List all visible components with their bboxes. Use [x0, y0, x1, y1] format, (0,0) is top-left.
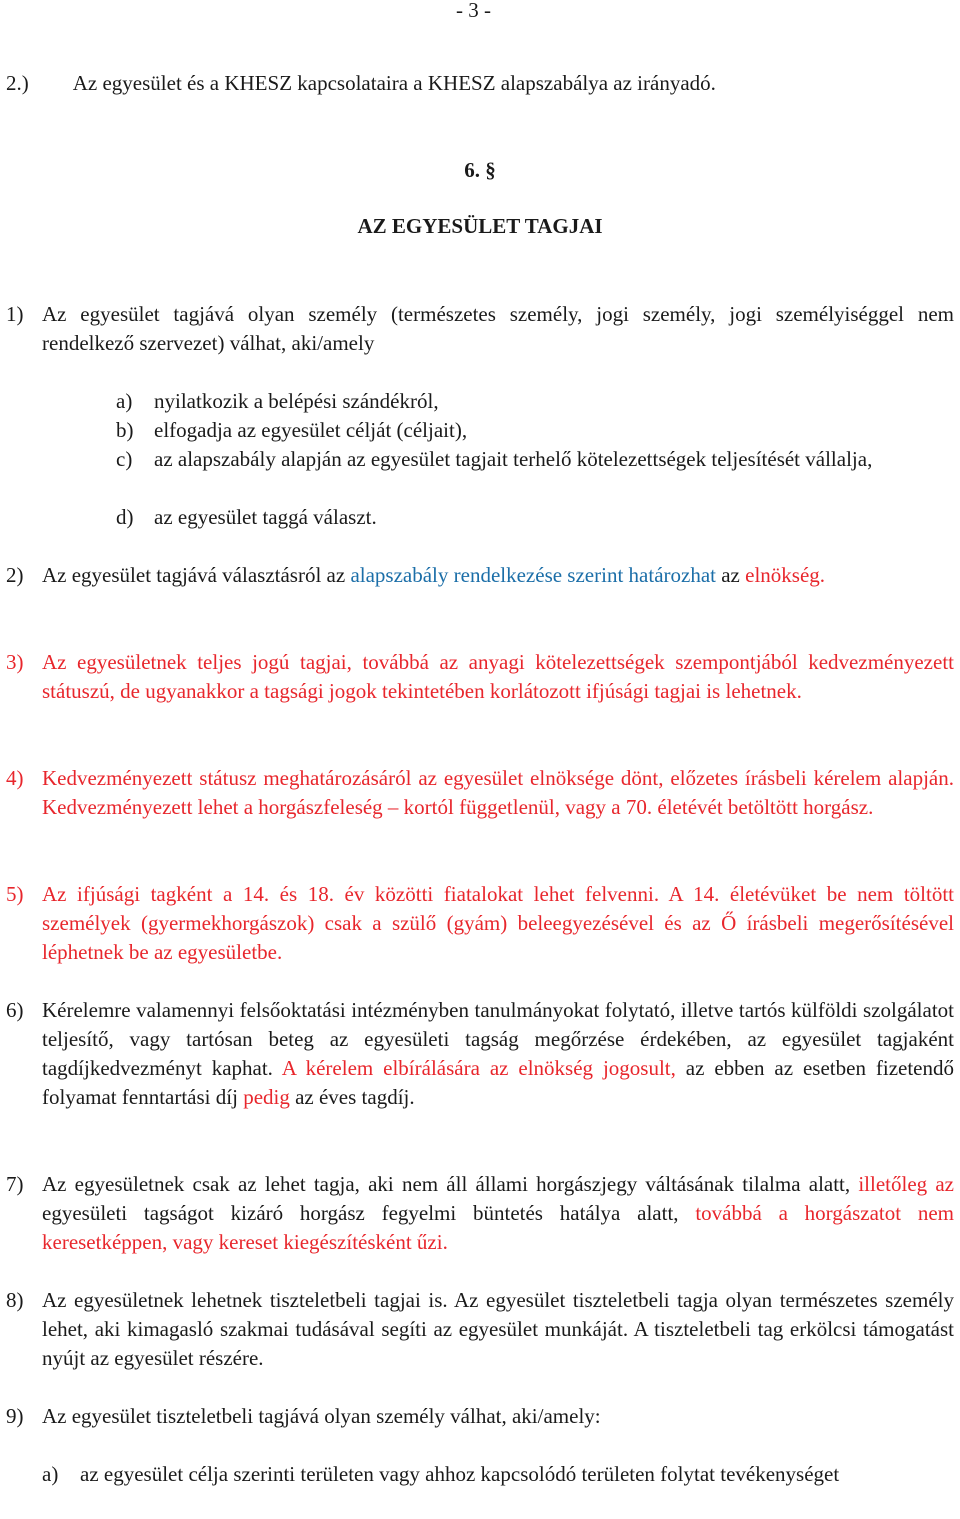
- section-title: AZ EGYESÜLET TAGJAI: [357, 214, 603, 238]
- list-text: elfogadja az egyesület célját (céljait),: [154, 418, 468, 442]
- highlight-blue: alapszabály rendelkezése szerint határozhat: [350, 563, 716, 587]
- section-number: 6. §: [464, 158, 496, 182]
- paragraph-number: 6): [6, 998, 24, 1022]
- paragraph-number: 2): [6, 563, 24, 587]
- list-text: nyilatkozik a belépési szándékról,: [154, 389, 439, 413]
- paragraph-3: [6, 648, 954, 706]
- text-span: az éves tagdíj.: [289, 1085, 415, 1109]
- paragraph-text: Az egyesület és a KHESZ kapcsolataira a KHESZ alapszabálya az irányadó.: [72, 71, 716, 95]
- paragraph-intro: [6, 69, 946, 98]
- paragraph-number: 9): [6, 1404, 24, 1428]
- list-text: az alapszabály alapján az egyesület tagjait terhelő kötelezettségek teljesítését vállalja,: [154, 447, 873, 471]
- text-span: az: [715, 563, 746, 587]
- paragraph-6: [6, 996, 954, 1112]
- paragraph-text: Az ifjúsági tagként a 14. és 18. év közötti fiatalokat lehet felvenni. A 14. életévüket be nem töltött személyek (gyermekhorgászok) csak a szülő (gyám) beleegyezésével és az Ő írásbeli megerősítésével léphetnek be az egyesületbe.: [42, 882, 954, 964]
- list-label: d): [116, 505, 134, 529]
- highlight-red: elnökség.: [745, 563, 826, 587]
- paragraph-text: [42, 1170, 954, 1257]
- list-label: c): [116, 447, 133, 471]
- paragraph-number: 2.): [6, 71, 29, 95]
- paragraph-5: [6, 880, 954, 967]
- paragraph-1: [6, 300, 954, 358]
- paragraph-7: [6, 1170, 954, 1257]
- paragraph-number: 4): [6, 766, 24, 790]
- list-item-9a: [42, 1460, 954, 1489]
- paragraph-text: Kedvezményezett státusz meghatározásáról az egyesület elnöksége dönt, előzetes írásbeli kérelem alapján. Kedvezményezett lehet a horgászfeleség – kortól függetlenül, vagy a 70. életévét betöltött horgász.: [42, 766, 954, 819]
- text-span: Kérelemre valamennyi felsőoktatási intézményben tanulmányokat folytató, illetve tartós külföldi szolgálatot teljesítő, vagy tartósan beteg az egyesületi tagság megőrzése érdekében, az egyesület tagjaként tagdíjkedvezményt kaphat.: [42, 998, 954, 1080]
- paragraph-text: [42, 996, 954, 1112]
- text-span: az ebben az esetben fizetendő folyamat fenntartási díj: [42, 1056, 954, 1109]
- list-label: a): [116, 389, 133, 413]
- paragraph-number: 5): [6, 882, 24, 906]
- paragraph-text: Az egyesület tiszteletbeli tagjává olyan személy válhat, aki/amely:: [42, 1404, 601, 1428]
- paragraph-2: [6, 561, 954, 590]
- highlight-red: pedig: [243, 1085, 290, 1109]
- highlight-red: továbbá a horgászatot nem keresetképpen, vagy kereset kiegészítésként űzi.: [42, 1201, 955, 1254]
- paragraph-text: Az egyesület tagjává olyan személy (természetes személy, jogi személy, jogi személyiséggel nem rendelkező szervezet) válhat, aki/amely: [42, 302, 954, 355]
- text-span: Az egyesületnek csak az lehet tagja, aki nem áll állami horgászjegy váltásának tilalma alatt,: [42, 1172, 859, 1196]
- paragraph-8: [6, 1286, 954, 1373]
- highlight-red: illetőleg az: [858, 1172, 954, 1196]
- list-text: az egyesület célja szerinti területen vagy ahhoz kapcsolódó területen folytat tevékenységet: [80, 1462, 840, 1486]
- list-label: b): [116, 418, 134, 442]
- paragraph-9: [6, 1402, 954, 1431]
- page-number: - 3 -: [456, 0, 491, 22]
- text-span: Az egyesület tagjává választásról az: [42, 563, 351, 587]
- list-item-1d: [116, 503, 954, 532]
- paragraph-number: 7): [6, 1172, 24, 1196]
- list-item-1c: [116, 445, 954, 474]
- paragraph-number: 3): [6, 650, 24, 674]
- paragraph-text: Az egyesületnek lehetnek tiszteletbeli tagjai is. Az egyesület tiszteletbeli tagja olyan természetes személy lehet, aki kimagasló szakmai tudásával segíti az egyesület munkáját. A tiszteletbeli tag erkölcsi támogatást nyújt az egyesület részére.: [42, 1288, 954, 1370]
- paragraph-text: Az egyesületnek teljes jogú tagjai, továbbá az anyagi kötelezettségek szempontjából kedvezményezett státuszú, de ugyanakkor a tagsági jogok tekintetében korlátozott ifjúsági tagjai is lehetnek.: [42, 650, 954, 703]
- paragraph-number: 1): [6, 302, 24, 326]
- text-span: egyesületi tagságot kizáró horgász fegyelmi büntetés hatálya alatt,: [42, 1201, 696, 1225]
- list-label: a): [42, 1462, 59, 1486]
- highlight-red: A kérelem elbírálására az elnökség jogosult,: [281, 1056, 676, 1080]
- list-item-1b: [116, 416, 954, 445]
- paragraph-text: [42, 561, 954, 590]
- paragraph-4: [6, 764, 954, 822]
- paragraph-number: 8): [6, 1288, 24, 1312]
- list-text: az egyesület taggá választ.: [154, 505, 377, 529]
- list-item-1a: [116, 387, 954, 416]
